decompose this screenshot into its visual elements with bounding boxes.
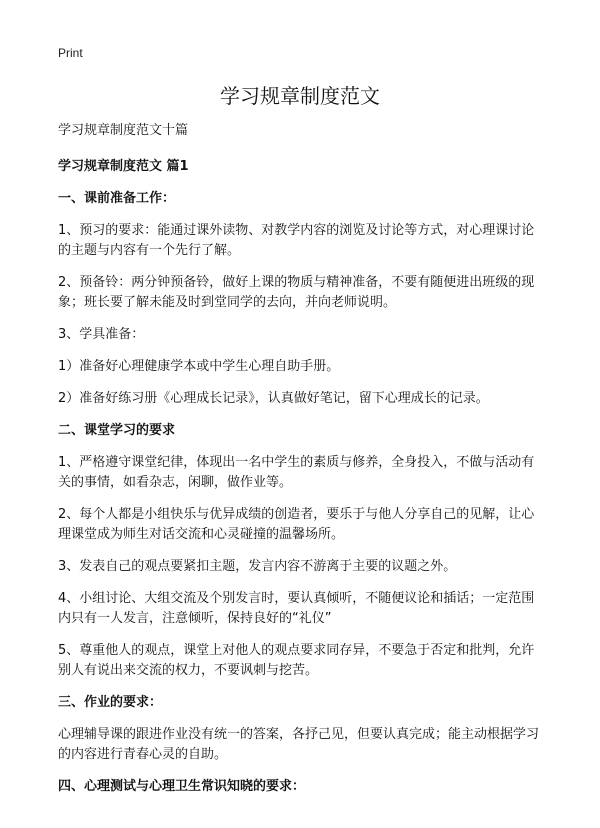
paragraph-5: 2）准备好练习册《心理成长记录》，认真做好笔记，留下心理成长的记录。 [58, 391, 489, 406]
paragraph-4: 1）准备好心理健康学本或中学生心理自助手册。 [58, 359, 340, 374]
subtitle: 学习规章制度范文十篇 [58, 123, 189, 138]
heading-1: 一、课前准备工作： [58, 191, 176, 206]
heading-3: 三、作业的要求： [58, 695, 163, 710]
section-title: 学习规章制度范文 篇1 [58, 159, 189, 174]
paragraph-11: 心理辅导课的跟进作业没有统一的答案，各抒己见，但要认真完成；能主动根据学习的内容进行青春心灵的自助。 [58, 727, 540, 762]
document-body [58, 121, 542, 797]
document-title: 学习规章制度范文 [220, 84, 380, 108]
paragraph-2: 2、预备铃：两分钟预备铃，做好上课的物质与精神准备，不要有随便进出班级的现象；班长要了解未能及时到堂同学的去向，并向老师说明。 [58, 275, 535, 310]
print-label[interactable]: Print [58, 46, 83, 60]
paragraph-6: 1、严格遵守课堂纪律，体现出一名中学生的素质与修养，全身投入，不做与活动有关的事情，如看杂志，闲聊，做作业等。 [58, 455, 535, 490]
paragraph-3: 3、学具准备： [58, 327, 145, 342]
paragraph-1: 1、预习的要求：能通过课外读物、对教学内容的浏览及讨论等方式，对心理课讨论的主题与内容有一个先行了解。 [58, 223, 535, 258]
paragraph-10: 5、尊重他人的观点，课堂上对他人的观点要求同存异，不要急于否定和批判，允许别人有说出来交流的权力，不要讽刺与挖苦。 [58, 643, 535, 678]
paragraph-9: 4、小组讨论、大组交流及个别发言时，要认真倾听，不随便议论和插话；一定范围内只有一人发言，注意倾听，保持良好的“礼仪” [58, 591, 535, 626]
paragraph-8: 3、发表自己的观点要紧扣主题，发言内容不游离于主要的议题之外。 [58, 559, 457, 574]
heading-4: 四、心理测试与心理卫生常识知晓的要求： [58, 779, 306, 794]
heading-2: 二、课堂学习的要求 [58, 423, 176, 438]
paragraph-7: 2、每个人都是小组快乐与优异成绩的创造者，要乐于与他人分享自己的见解，让心理课堂成为师生对话交流和心灵碰撞的温馨场所。 [58, 507, 535, 542]
